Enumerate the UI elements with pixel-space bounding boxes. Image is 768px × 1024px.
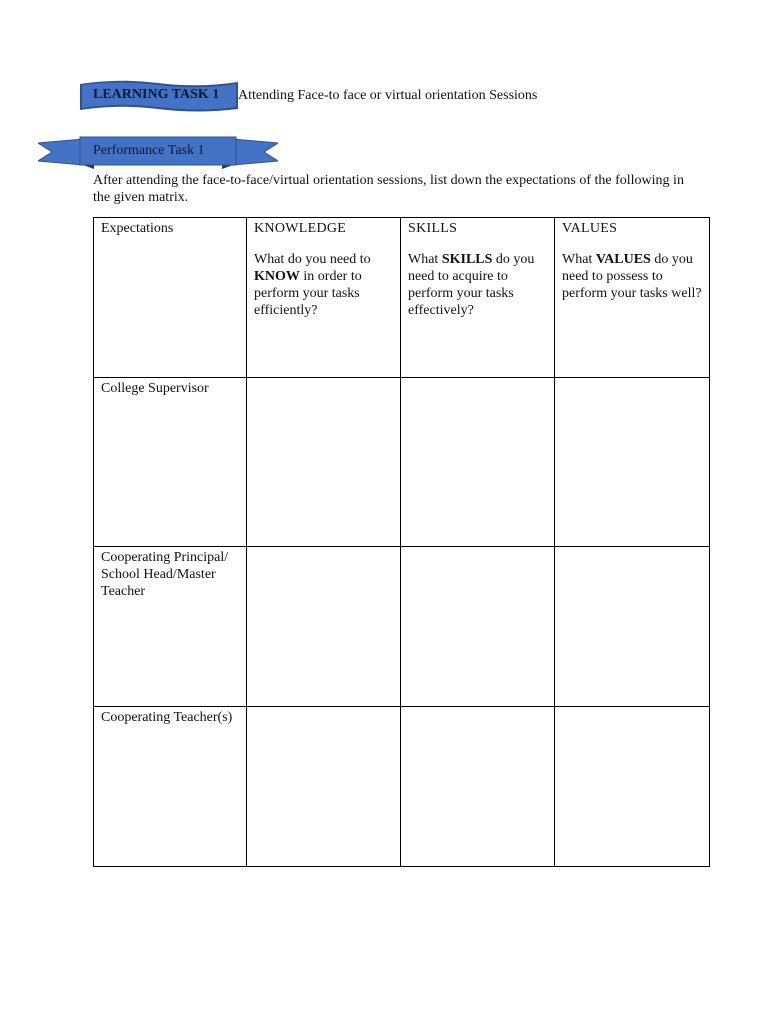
expectations-header: Expectations — [101, 221, 174, 236]
row-label-college-supervisor: College Supervisor — [94, 378, 247, 547]
answer-cell[interactable] — [401, 378, 555, 547]
answer-cell[interactable] — [555, 707, 710, 867]
matrix-header-row — [94, 218, 710, 378]
learning-task-label: LEARNING TASK 1 — [93, 87, 220, 102]
values-header-cell — [555, 218, 710, 378]
values-question: What VALUES do you need to possess to perform your tasks well? — [562, 252, 702, 301]
answer-cell[interactable] — [247, 547, 401, 707]
row-label-cooperating-teacher: Cooperating Teacher(s) — [94, 707, 247, 867]
knowledge-header-cell — [247, 218, 401, 378]
table-row — [94, 378, 710, 547]
skills-question: What SKILLS do you need to acquire to perform your tasks effectively? — [408, 252, 535, 318]
expectations-matrix — [93, 217, 710, 867]
answer-cell[interactable] — [401, 547, 555, 707]
performance-task-label: Performance Task 1 — [93, 143, 205, 158]
skills-header: SKILLS — [408, 221, 458, 236]
knowledge-question: What do you need to KNOW in order to perform your tasks efficiently? — [254, 252, 371, 318]
instruction-text: After attending the face-to-face/virtual orientation sessions, list down the expectations of the following in the given matrix. — [93, 173, 684, 205]
skills-header-cell — [401, 218, 555, 378]
answer-cell[interactable] — [247, 378, 401, 547]
answer-cell[interactable] — [555, 378, 710, 547]
row-label-cooperating-principal: Cooperating Principal/ School Head/Master Teacher — [94, 547, 247, 707]
table-row — [94, 547, 710, 707]
learning-task-title: Attending Face-to face or virtual orientation Sessions — [238, 88, 538, 103]
answer-cell[interactable] — [247, 707, 401, 867]
knowledge-header: KNOWLEDGE — [254, 221, 347, 236]
values-header: VALUES — [562, 221, 618, 236]
expectations-header-cell — [94, 218, 247, 378]
answer-cell[interactable] — [401, 707, 555, 867]
answer-cell[interactable] — [555, 547, 710, 707]
table-row — [94, 707, 710, 867]
